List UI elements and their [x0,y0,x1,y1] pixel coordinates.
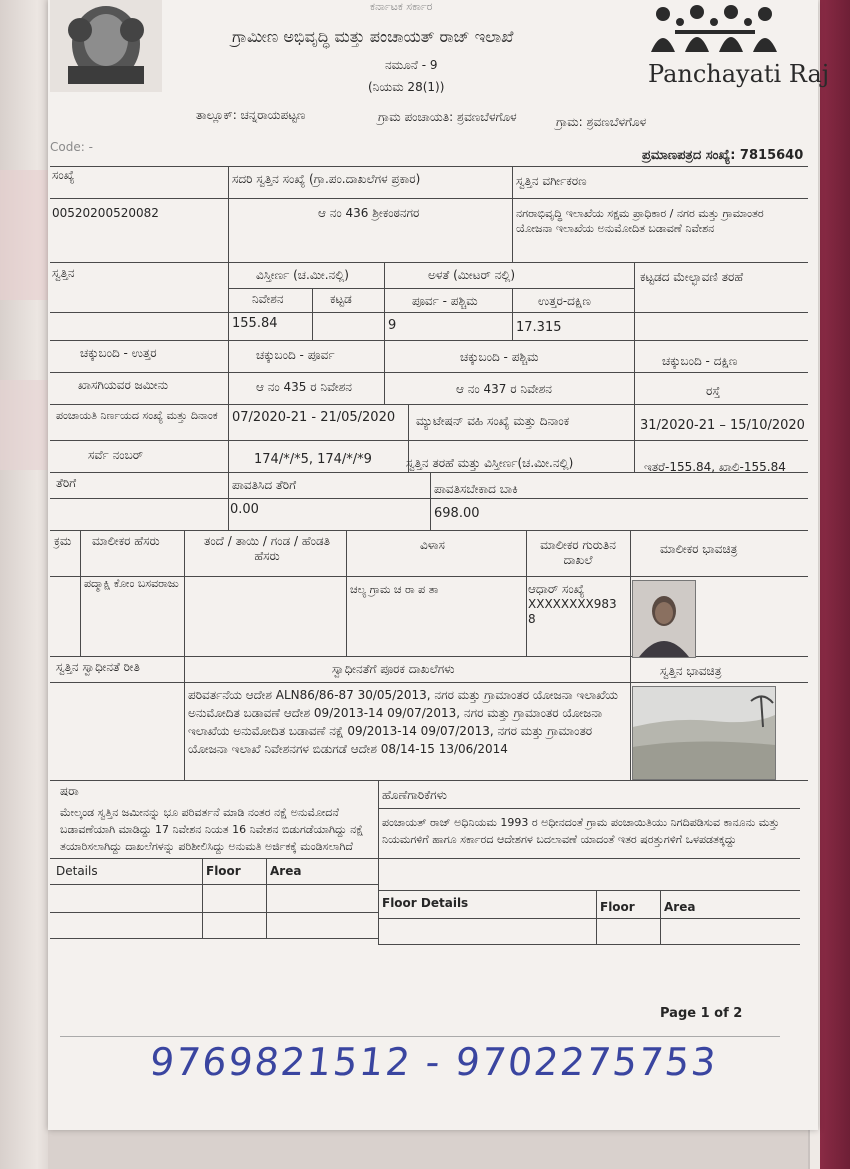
east-west-value: 9 [388,318,397,333]
certificate-number: ಪ್ರಮಾಣಪತ್ರದ ಸಂಖ್ಯೆ: 7815640 [642,148,804,163]
property-id-label: ಸಂಖ್ಯೆ [52,168,75,182]
grid-line [630,530,631,780]
floor-right-label: Floor [600,900,635,914]
category-label: ಸ್ವತ್ತಿನ ವರ್ಗೀಕರಣ [516,174,587,188]
type-label: ಸ್ವತ್ತಿನ [52,266,75,280]
grid-line [378,944,800,945]
due-label: ಪಾವತಿಸಬೇಕಾದ ಬಾಕಿ [434,482,518,496]
remarks-text: ಮೇಲ್ಕಂಡ ಸ್ವತ್ತಿನ ಜಮೀನನ್ನು ಭೂ ಪರಿವರ್ತನೆ ಮಾಡಿ ನಂತರ ನಕ್ಷೆ ಅನುಮೋದನೆ ಬಡಾವಣೆಯಾಗಿ ಮಾಡಿದ್ದು 17 ನಿವೇಶನ ನಿಯತ 16 ನಿವೇಶನ ಬಿಡುಗಡೆಯಾಗಿದ್ದು ನಕ್ಷೆ ತಯಾರಿಸಲಾಗಿದ್ದು ದಾಖಲೆಗಳನ್ನು ಪರಿಶೀಲಿಸಿದ್ದು ಅನುಮತಿ ಅರ್ಜಿಕಕ್ಕೆ ಮಂಡಿಸಲಾಗಿದೆ [60,806,364,853]
type-area-value: ಇತರೆ-155.84, ಖಾಲಿ-155.84 [644,460,786,474]
owner-name-label: ಮಾಲೀಕರ ಹೆಸರು [92,534,160,548]
owner-address-label: ವಿಳಾಸ [420,538,445,552]
grid-line [50,198,808,199]
grid-line [50,440,808,441]
grid-line [50,530,808,531]
grid-line [184,530,185,780]
grid-line [634,262,635,472]
survey-label: ಸರ್ವೆ ನಂಬರ್ [88,448,143,462]
grid-line [430,472,431,530]
owner-address: ಚಲ್ಯ ಗ್ರಾಮ ಚ ರಾ ಪ ತಾ [350,583,439,596]
remarks-label: ಷರಾ [60,784,79,798]
grid-line [512,288,513,340]
grid-line [50,884,378,885]
bound-north-value: ಖಾಸಗಿಯವರ ಜಮೀನು [78,378,169,392]
header-top-cut: ಕರ್ನಾಟಕ ಸರ್ಕಾರ [370,0,433,13]
grid-line [50,858,800,859]
code-label: Code: - [50,140,93,154]
grid-line [50,312,808,313]
grid-line [378,918,800,919]
grid-line [378,890,800,891]
bound-south-label: ಚಕ್ಕುಬಂದಿ - ದಕ್ಷಿಣ [662,354,738,368]
page-number: Page 1 of 2 [660,1006,743,1021]
owner-name: ಪದ್ಮಾಕ್ಷಿ ಕೋಂ ಬಸವರಾಜು [84,577,179,590]
east-west-label: ಪೂರ್ವ - ಪಶ್ಚಿಮ [412,294,478,308]
grid-line [384,262,385,404]
area-left-label: Area [270,864,302,878]
grid-line [50,912,378,913]
type-area-label: ಸ್ವತ್ತಿನ ತರಹೆ ಮತ್ತು ವಿಸ್ತೀರ್ಣ(ಚ.ಮೀ.ನಲ್ಲಿ) [406,456,574,470]
bound-west-label: ಚಕ್ಕುಬಂದಿ - ಪಶ್ಚಿಮ [460,350,539,364]
liability-label: ಹೊಣೆಗಾರಿಕೆಗಳು [382,788,447,802]
land-photo-icon [633,687,775,779]
building-label: ಕಟ್ಟಡ [330,292,352,306]
resolution-value: 07/2020-21 - 21/05/2020 [232,410,396,425]
site-photo [632,686,776,780]
right-folder-edge [820,0,850,1169]
panchayati-raj-logo-icon [645,4,785,54]
village: ಗ್ರಾಮ: ಶ್ರವಣಬೆಳಗೊಳ [556,115,647,129]
grid-line [50,262,808,263]
category-value: ನಗರಾಭಿವೃದ್ಧಿ ಇಲಾಖೆಯ ಸಕ್ಷಮ ಪ್ರಾಧಿಕಾರ / ನಗರ ಮತ್ತು ಗ್ರಾಮಾಂತರ ಯೋಜನಾ ಇಲಾಖೆಯ ಅನುಮೋದಿತ ಬಡಾವಣೆ ನಿವೇಶನ [516,207,764,235]
grid-line [50,498,808,499]
grid-line [378,780,379,944]
area-label: ವಿಸ್ತೀರ್ಣ (ಚ.ಮೀ.ನಲ್ಲಿ) [256,268,349,282]
grid-line [512,166,513,262]
state-emblem-icon [50,0,162,92]
department-title: ಗ್ರಾಮೀಣ ಅಭಿವೃದ್ಧಿ ಮತ್ತು ಪಂಚಾಯತ್ ರಾಜ್ ಇಲಾಖೆ [232,27,514,46]
document-page [48,0,818,1130]
bottom-page-edge [48,1130,808,1169]
paid-tax-label: ಪಾವತಿಸಿದ ತೆರಿಗೆ [232,478,297,492]
doc-number-value: ಆ ನಂ 436 ಶ್ರೀಕಂಠನಗರ [318,206,420,220]
bound-west-value: ಆ ನಂ 437 ರ ನಿವೇಶನ [456,382,552,396]
floor-left-label: Floor [206,864,241,878]
liability-text: ಪಂಚಾಯತ್ ರಾಜ್ ಅಧಿನಿಯಮ 1993 ರ ಅಧೀನದಂತೆ ಗ್ರಾಮ ಪಂಚಾಯಿತಿಯು ನಿಗದಿಪಡಿಸುವ ಕಾನೂನು ಮತ್ತು ನಿಯಮಗಳಿಗೆ ಹಾಗೂ ಸರ್ಕಾರದ ಆದೇಶಗಳ ಬದಲಾವಣೆ ಯಾದಂತೆ ಇತರ ಷರತ್ತುಗಳಿಗೆ ಒಳಪಡತಕ್ಕದ್ದು [382,816,780,846]
underlying-page-strip [0,170,55,300]
taluk: ತಾಲ್ಲೂಕ್: ಚನ್ನರಾಯಪಟ್ಟಣ [196,108,306,122]
property-id-value: 00520200520082 [52,206,159,220]
north-south-label: ಉತ್ತರ-ದಕ್ಷಿಣ [538,294,591,308]
acquisition-method-label: ಸ್ವತ್ತಿನ ಸ್ವಾಧೀನತೆ ರೀತಿ [56,660,140,674]
doc-number-label: ಸದರಿ ಸ್ವತ್ತಿನ ಸಂಖ್ಯೆ (ಗ್ರಾ.ಪಂ.ದಾಖಲೆಗಳ ಪ್ರಕಾರ) [232,172,421,186]
grid-line [228,288,634,289]
bound-east-value: ಆ ನಂ 435 ರ ನಿವೇಶನ [256,380,352,394]
survey-value: 174/*/*5, 174/*/*9 [254,452,372,467]
owner-id-doc: ಆಧಾರ್ ಸಂಖ್ಯೆ XXXXXXXX983 8 [528,582,617,626]
owner-photo-label: ಮಾಲೀಕರ ಭಾವಚಿತ್ರ [660,542,738,556]
grid-line [80,530,81,656]
mutation-label: ಮ್ಯುಟೇಷನ್ ವಹಿ ಸಂಖ್ಯೆ ಮತ್ತು ದಿನಾಂಕ [416,414,570,428]
supporting-docs-text: ಪರಿವರ್ತನೆಯ ಆದೇಶ ALN86/86-87 30/05/2013, ನಗರ ಮತ್ತು ಗ್ರಾಮಾಂತರ ಯೋಜನಾ ಇಲಾಖೆಯ ಅನುಮೋದಿತ ಬಡಾವಣೆ ಆದೇಶ 09/2013-14 09/07/2013, ನಗರ ಮತ್ತು ಗ್ರಾಮಾಂತರ ಯೋಜನಾ ಇಲಾಖೆಯ ಅನುಮೋದಿತ ಬಡಾವಣೆ ನಕ್ಷೆ 09/2013-14 09/07/2013, ನಗರ ಮತ್ತು ಗ್ರಾಮಾಂತರ ಯೋಜನಾ ಇಲಾಖೆ ನಿವೇಶನಗಳ ಬಿಡುಗಡೆ ಆದೇಶ 08/14-15 13/06/2014 [188,688,618,756]
grid-line [50,404,808,405]
floor-details-right-label: Floor Details [382,896,469,910]
mutation-value: 31/2020-21 – 15/10/2020 [640,418,805,433]
brand-name: Panchayati Raj [648,60,830,88]
grid-line [346,530,347,656]
grid-line [660,890,661,944]
grid-line [50,780,808,781]
floor-details-left-label: Details [56,864,98,878]
tax-label: ತೆರಿಗೆ [56,476,77,490]
bound-north-label: ಚಕ್ಕುಬಂದಿ - ಉತ್ತರ [80,346,157,360]
owner-relation-label: ತಂದೆ / ತಾಯಿ / ಗಂಡ / ಹೆಂಡತಿ ಹೆಸರು [204,534,330,563]
owner-no-label: ಕ್ರಮ [54,534,72,548]
footer-rule [60,1036,780,1037]
bound-east-label: ಚಕ್ಕುಬಂದಿ - ಪೂರ್ವ [256,348,335,362]
due-value: 698.00 [434,506,480,521]
grid-line [50,938,378,939]
gram-panchayat: ಗ್ರಾಮ ಪಂಚಾಯತಿ: ಶ್ರವಣಬೆಳಗೊಳ [378,110,517,124]
paid-tax-value: 0.00 [230,502,259,517]
north-south-value: 17.315 [516,320,562,335]
area-right-label: Area [664,900,696,914]
grid-line [596,890,597,944]
grid-line [50,372,808,373]
supporting-docs-label: ಸ್ವಾಧೀನತೆಗೆ ಪೂರಕ ದಾಖಲೆಗಳು [332,662,455,676]
person-photo-icon [633,581,695,657]
owner-id-doc-label: ಮಾಲೀಕರ ಗುರುತಿನ ದಾಖಲೆ [540,538,616,567]
site-label: ನಿವೇಶನ [252,292,284,306]
form-number: ನಮೂನೆ - 9 [385,58,438,72]
handwritten-phone-numbers: 9769821512 - 9702275753 [147,1040,720,1084]
grid-line [50,340,808,341]
owner-photo [632,580,696,658]
resolution-label: ಪಂಚಾಯತಿ ನಿರ್ಣಯದ ಸಂಖ್ಯೆ ಮತ್ತು ದಿನಾಂಕ [56,409,218,422]
rule-number: (ನಿಯಮ 28(1)) [368,80,445,94]
grid-line [50,166,808,167]
grid-line [312,288,313,340]
underlying-page-strip [0,380,55,470]
site-photo-label: ಸ್ವತ್ತಿನ ಭಾವಚಿತ್ರ [660,664,722,678]
grid-line [50,682,808,683]
roof-label: ಕಟ್ಟಡದ ಮೇಲ್ಛಾವಣಿ ತರಹೆ [640,270,744,284]
grid-line [266,858,267,938]
grid-line [378,808,800,809]
grid-line [526,530,527,656]
grid-line [202,858,203,938]
bound-south-value: ರಸ್ತೆ [706,384,721,398]
dimension-label: ಅಳತೆ (ಮೀಟರ್ ನಲ್ಲಿ) [428,268,516,282]
grid-line [228,166,229,530]
site-area-value: 155.84 [232,316,278,331]
